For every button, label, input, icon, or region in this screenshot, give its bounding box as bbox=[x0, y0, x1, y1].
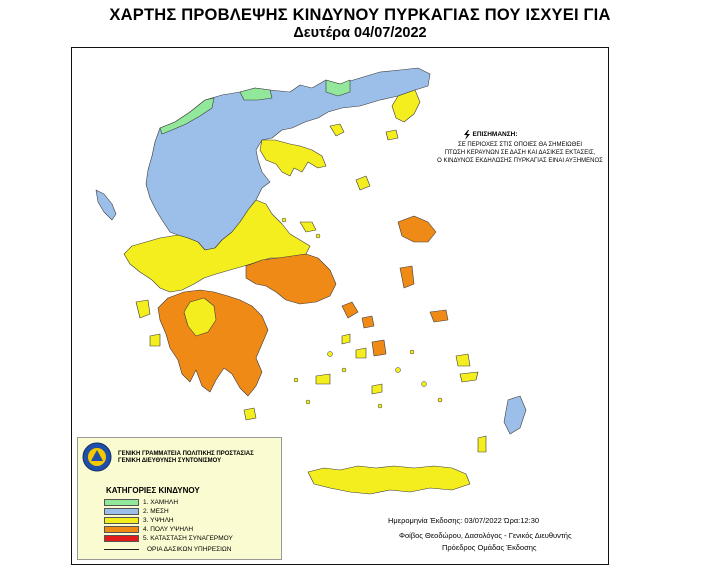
islet bbox=[294, 378, 298, 382]
legend-header bbox=[78, 438, 281, 478]
island-corfu bbox=[96, 190, 116, 220]
civil-protection-logo bbox=[82, 442, 112, 472]
island-santorini bbox=[372, 384, 382, 394]
islet bbox=[342, 368, 346, 372]
island-karpathos bbox=[478, 436, 486, 452]
notice-line: Ο ΚΙΝΔΥΝΟΣ ΕΚΔΗΛΩΣΗΣ ΠΥΡΚΑΓΙΑΣ ΕΙΝΑΙ ΑΥΞΗΜΕΝΟΣ bbox=[437, 158, 603, 164]
legend-label: 3. ΥΨΗΛΗ bbox=[143, 517, 174, 524]
islet bbox=[396, 368, 401, 373]
islet bbox=[328, 352, 333, 357]
legend-boundary bbox=[104, 546, 231, 553]
issue-author: Φοίβος Θεοδώρου, Δασολόγος - Γενικός Διευθυντής bbox=[399, 531, 572, 540]
region-evia-attica bbox=[246, 254, 336, 304]
island-lemnos bbox=[356, 176, 370, 190]
islet bbox=[378, 404, 382, 408]
legend-label: 1. ΧΑΜΗΛΗ bbox=[143, 499, 179, 506]
notice-line: ΣΕ ΠΕΡΙΟΧΕΣ ΣΤΙΣ ΟΠΟΙΕΣ ΘΑ ΣΗΜΕΙΩΘΕΙ bbox=[458, 142, 582, 148]
notice-line: ΠΤΩΣΗ ΚΕΡΑΥΝΩΝ ΣΕ ΔΑΣΗ ΚΑΙ ΔΑΣΙΚΕΣ ΕΚΤΑΣΕΙΣ, bbox=[444, 150, 596, 156]
island-samos bbox=[430, 310, 448, 322]
legend-item-medium bbox=[104, 507, 169, 516]
islet bbox=[410, 350, 414, 354]
legend-label: 5. ΚΑΤΑΣΤΑΣΗ ΣΥΝΑΓΕΡΜΟΥ bbox=[143, 535, 233, 542]
island-andros bbox=[342, 302, 358, 318]
legend-categories-title: ΚΑΤΗΓΟΡΙΕΣ ΚΙΝΔΥΝΟΥ bbox=[106, 486, 200, 495]
islet bbox=[422, 382, 427, 387]
island-tinos bbox=[362, 316, 374, 328]
legend-panel bbox=[77, 437, 282, 560]
island-chios bbox=[400, 266, 414, 288]
islet bbox=[282, 218, 286, 222]
islet bbox=[306, 400, 310, 404]
org-line: ΓΕΝΙΚΗ ΓΡΑΜΜΑΤΕΙΑ ΠΟΛΙΤΙΚΗΣ ΠΡΟΣΤΑΣΙΑΣ bbox=[118, 451, 254, 457]
map-title: ΧΑΡΤΗΣ ΠΡΟΒΛΕΨΗΣ ΚΙΝΔΥΝΟΥ ΠΥΡΚΑΓΙΑΣ ΠΟΥ ΙΣΧΥΕΙ ΓΙΑ bbox=[109, 6, 611, 24]
lightning-icon bbox=[463, 130, 471, 140]
org-line: ΓΕΝΙΚΗ ΔΙΕΥΘΥΝΣΗ ΣΥΝΤΟΝΙΣΜΟΥ bbox=[118, 458, 222, 464]
legend-item-high bbox=[104, 516, 174, 525]
legend-swatch-very-high bbox=[104, 526, 139, 533]
island-kalymnos bbox=[456, 354, 470, 366]
legend-item-very-high bbox=[104, 525, 193, 534]
notice-heading-text: ΕΠΙΣΗΜΑΝΣΗ: bbox=[472, 131, 518, 138]
region-crete bbox=[308, 466, 470, 494]
boundary-line-swatch bbox=[104, 549, 139, 551]
boundary-label: ΟΡΙΑ ΔΑΣΙΚΩΝ ΥΠΗΡΕΣΙΩΝ bbox=[147, 546, 232, 553]
legend-item-alarm bbox=[104, 534, 233, 543]
island-paros bbox=[356, 348, 366, 358]
island-syros bbox=[342, 334, 350, 344]
issue-date: Ημερομηνία Έκδοσης: 03/07/2022 Ώρα:12:30 bbox=[388, 516, 540, 525]
island-thassos bbox=[330, 124, 344, 136]
legend-swatch-alarm bbox=[104, 535, 139, 542]
island-rhodes bbox=[504, 396, 526, 434]
island-sporades bbox=[300, 222, 316, 232]
island-kythira bbox=[244, 408, 256, 420]
legend-swatch-medium bbox=[104, 508, 139, 515]
legend-swatch-high bbox=[104, 517, 139, 524]
island-kos bbox=[460, 372, 478, 382]
island-naxos bbox=[372, 340, 386, 356]
island-kefalonia bbox=[136, 300, 150, 318]
legend-swatch-low bbox=[104, 499, 139, 506]
region-chalkidiki bbox=[260, 140, 326, 176]
islet bbox=[316, 234, 320, 238]
island-zakynthos bbox=[150, 334, 160, 346]
island-lesvos bbox=[398, 216, 436, 242]
map-date: Δευτέρα 04/07/2022 bbox=[293, 25, 427, 41]
legend-label: 4. ΠΟΛΥ ΥΨΗΛΗ bbox=[143, 526, 194, 533]
islet bbox=[438, 398, 442, 402]
issue-role: Πρόεδρος Ομάδας Έκδοσης bbox=[442, 543, 537, 552]
notice-box bbox=[420, 130, 620, 165]
legend-item-low bbox=[104, 498, 178, 507]
island-milos bbox=[316, 374, 330, 384]
region-north-border-central bbox=[240, 88, 272, 100]
legend-label: 2. ΜΕΣΗ bbox=[143, 508, 169, 515]
notice-heading bbox=[360, 130, 620, 140]
legend-organization bbox=[118, 451, 254, 465]
